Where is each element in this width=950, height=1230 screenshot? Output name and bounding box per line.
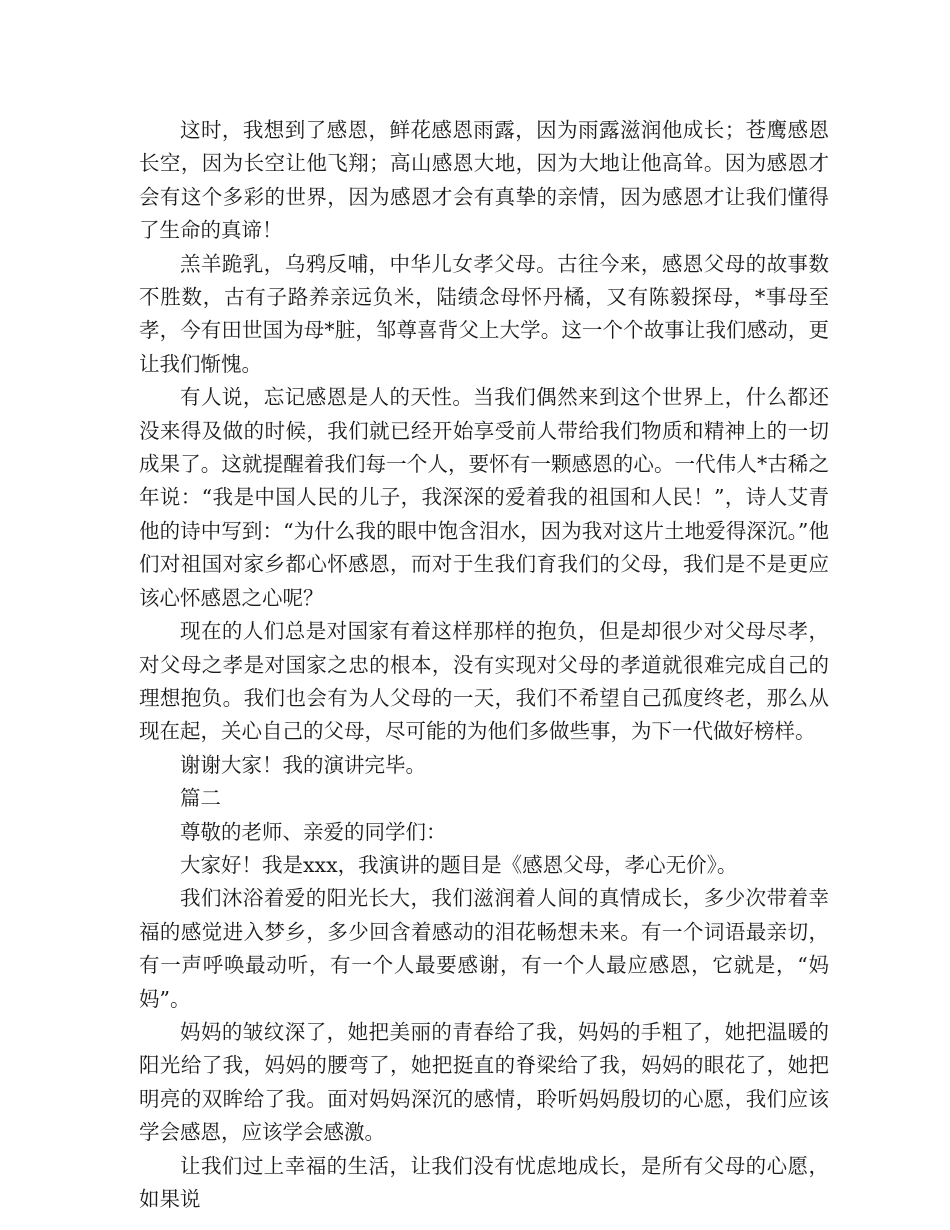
paragraph-closing-thanks: 谢谢大家！我的演讲完毕。	[180, 752, 426, 777]
paragraph-greeting-topic: 大家好！我是xxx，我演讲的题目是《感恩父母，孝心无价》。	[180, 852, 738, 877]
paragraph-parents-wish: 让我们过上幸福的生活，让我们没有忧虑地成长，是所有父母的心愿，如果说	[139, 1153, 829, 1211]
paragraph-duty-to-parents: 现在的人们总是对国家有着这样那样的抱负，但是却很少对父母尽孝，对父母之孝是对国家之忠的根本，没有实现对父母的孝道就很难完成自己的理想抱负。我们也会有为人父母的一天，我们不希望自己孤度终老，那么从现在起，关心自己的父母，尽可能的为他们多做些事，为下一代做好榜样。	[139, 619, 829, 744]
paragraph-filial-stories: 羔羊跪乳，乌鸦反哺，中华儿女孝父母。古往今来，感恩父母的故事数不胜数，古有子路养亲远负米，陆绩念母怀丹橘，又有陈毅探母，*事母至孝，今有田世国为母*脏，邹尊喜背父上大学。这一个个故事让我们感动，更让我们惭愧。	[139, 251, 829, 376]
paragraph-mother-sacrifice: 妈妈的皱纹深了，她把美丽的青春给了我，妈妈的手粗了，她把温暖的阳光给了我，妈妈的腰弯了，她把挺直的脊梁给了我，妈妈的眼花了，她把明亮的双眸给了我。面对妈妈深沉的感情，聆听妈妈殷切的心愿，我们应该学会感恩，应该学会感激。	[139, 1019, 829, 1145]
paragraph-gratitude-nature: 这时，我想到了感恩，鲜花感恩雨露，因为雨露滋润他成长；苍鹰感恩长空，因为长空让他飞翔；高山感恩大地，因为大地让他高耸。因为感恩才会有这个多彩的世界，因为感恩才会有真挚的亲情，因为感恩才让我们懂得了生命的真谛！	[139, 118, 829, 243]
section-heading-part-two: 篇二	[180, 786, 221, 811]
paragraph-salutation: 尊敬的老师、亲爱的同学们：	[180, 819, 447, 844]
paragraph-forget-gratitude: 有人说，忘记感恩是人的天性。当我们偶然来到这个世界上，什么都还没来得及做的时候，我们就已经开始享受前人带给我们物质和精神上的一切成果了。这就提醒着我们每一个人，要怀有一颗感恩的心。一代伟人*古稀之年说：“我是中国人民的儿子，我深深的爱着我的祖国和人民！”，诗人艾青他的诗中写到：“为什么我的眼中饱含泪水，因为我对这片土地爱得深沉。”他们对祖国对家乡都心怀感恩，而对于生我们育我们的父母，我们是不是更应该心怀感恩之心呢？	[139, 385, 829, 610]
paragraph-growing-up: 我们沐浴着爱的阳光长大，我们滋润着人间的真情成长，多少次带着幸福的感觉进入梦乡，多少回含着感动的泪花畅想未来。有一个词语最亲切，有一声呼唤最动听，有一个人最要感谢，有一个人最应感恩，它就是，“妈妈”。	[139, 886, 829, 1011]
document-body	[139, 114, 829, 1216]
